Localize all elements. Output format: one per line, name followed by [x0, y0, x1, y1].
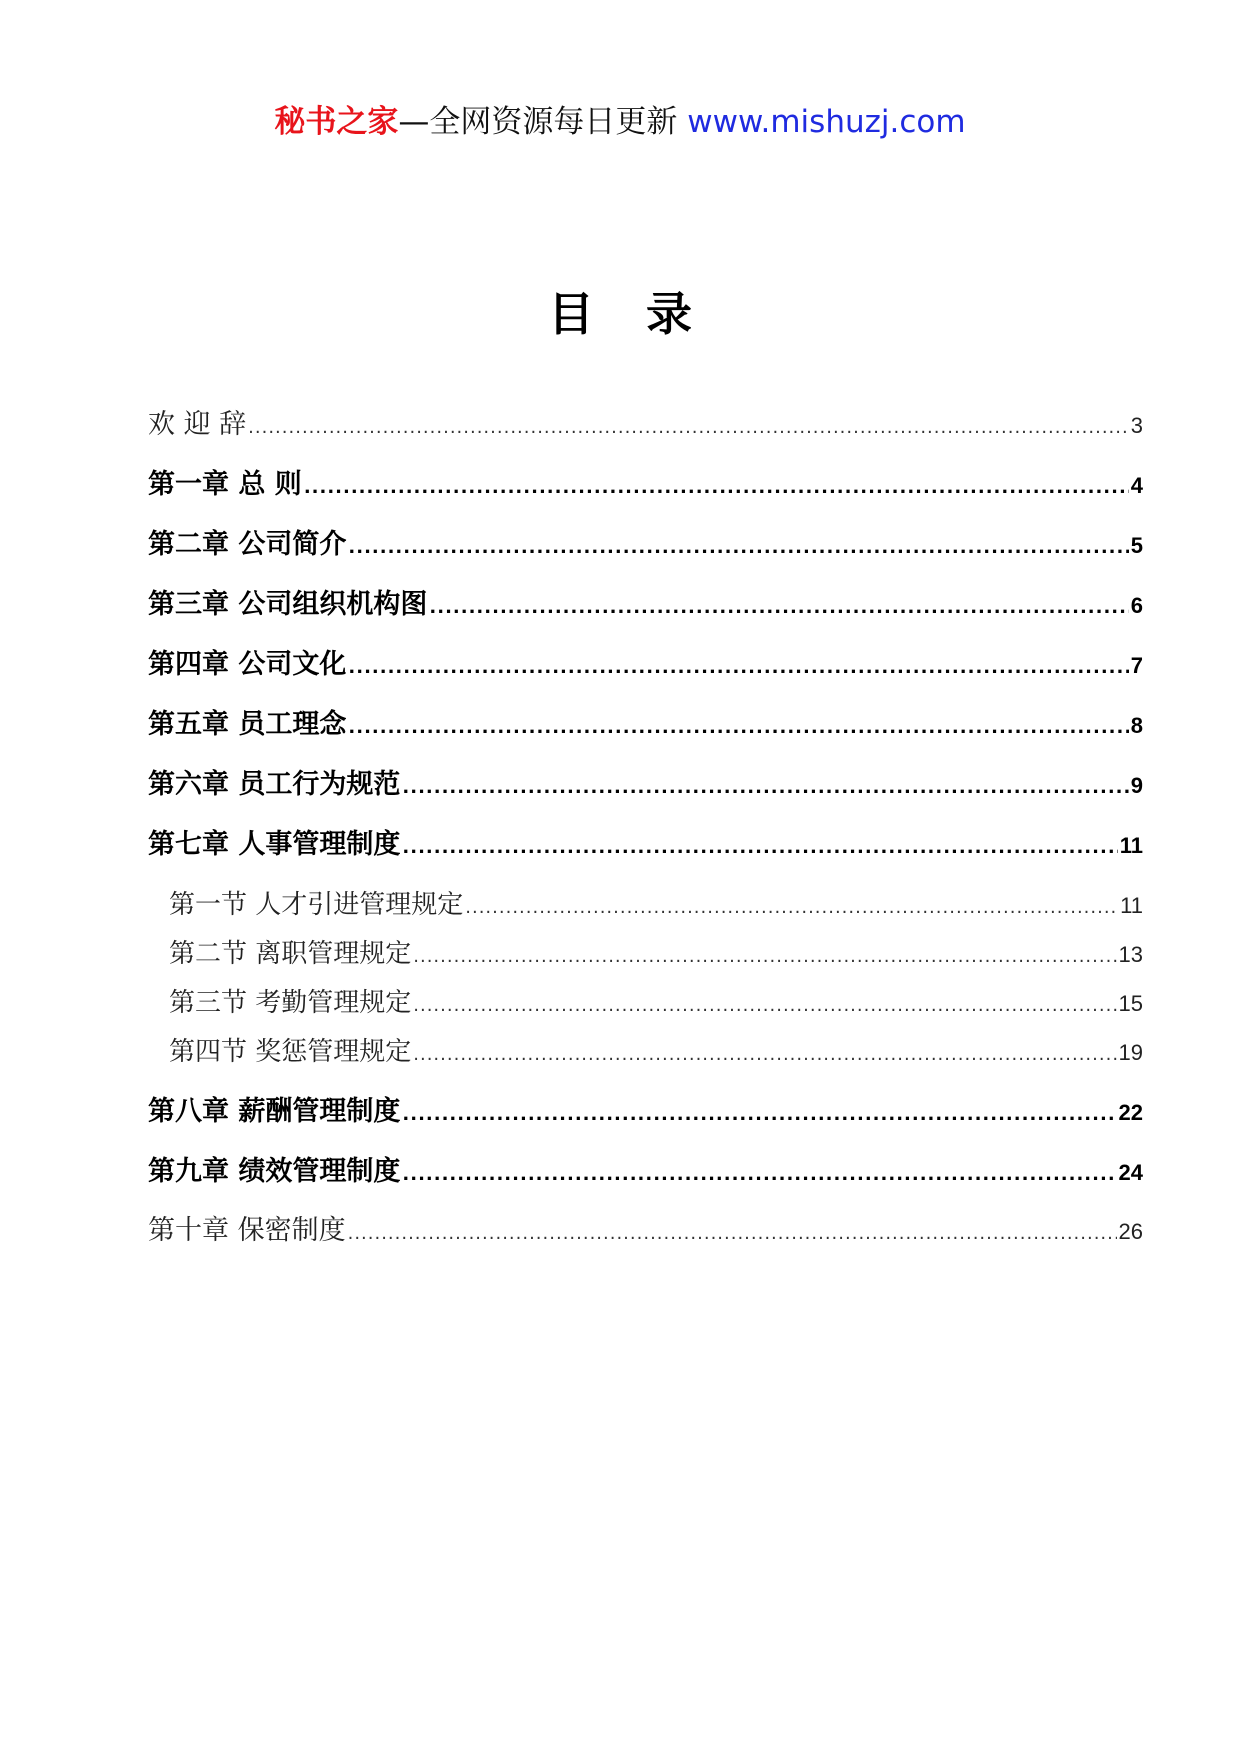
toc-leader-dots [402, 825, 1117, 868]
toc-entry-label: 第九章 绩效管理制度 [148, 1156, 401, 1187]
toc-entry-label: 第五章 员工理念 [148, 709, 347, 740]
brand-name: 秘书之家 [274, 104, 399, 140]
toc-leader-dots [348, 705, 1128, 748]
toc-entry-label: 第四章 公司文化 [148, 649, 347, 680]
toc-entry-chapter-1[interactable] [148, 465, 1143, 505]
toc-entry-chapter-2[interactable] [148, 525, 1143, 565]
toc-page-number: 15 [1118, 991, 1143, 1016]
site-header [0, 100, 1240, 144]
toc-entry-chapter-3[interactable] [148, 585, 1143, 625]
toc-page-number: 19 [1118, 1040, 1143, 1065]
header-tagline: —全网资源每日更新 [398, 104, 678, 140]
toc-page-number: 24 [1118, 1160, 1143, 1185]
toc-entry-label: 第三节 考勤管理规定 [169, 988, 412, 1018]
toc-entry-label: 第十章 保密制度 [148, 1215, 346, 1246]
toc-page-number: 4 [1130, 473, 1143, 498]
page-title: 目录 [548, 287, 744, 341]
site-url-link[interactable]: www.mishuzj.com [687, 104, 966, 140]
toc-leader-dots [413, 934, 1116, 977]
toc-entry-label: 欢 迎 辞 [148, 409, 247, 440]
toc-leader-dots [413, 983, 1116, 1026]
toc-page-number: 5 [1130, 533, 1143, 558]
toc-entry-chapter-5[interactable] [148, 705, 1143, 745]
toc-entry-welcome[interactable] [148, 405, 1143, 445]
toc-page-number: 22 [1118, 1100, 1143, 1125]
toc-page-number: 3 [1130, 413, 1143, 438]
toc-page-number: 6 [1130, 593, 1143, 618]
toc-page-number: 11 [1120, 893, 1143, 918]
toc-entry-chapter-10[interactable] [148, 1211, 1143, 1251]
toc-page-number: 13 [1118, 942, 1143, 967]
toc-leader-dots [248, 405, 1129, 448]
toc-entry-label: 第四节 奖惩管理规定 [169, 1037, 412, 1067]
toc-entry-chapter-6[interactable] [148, 765, 1143, 805]
toc-entry-section-1[interactable] [169, 885, 1143, 925]
toc-leader-dots [465, 885, 1118, 928]
toc-entry-label: 第三章 公司组织机构图 [148, 589, 428, 620]
toc-leader-dots [304, 465, 1129, 508]
toc-entry-chapter-4[interactable] [148, 645, 1143, 685]
toc-page-number: 26 [1118, 1219, 1143, 1244]
toc-leader-dots [402, 1092, 1116, 1135]
toc-entry-chapter-8[interactable] [148, 1092, 1143, 1132]
toc-page-number: 8 [1130, 713, 1143, 738]
toc-page-number: 11 [1119, 833, 1143, 858]
toc-leader-dots [348, 645, 1128, 688]
toc-leader-dots [348, 525, 1128, 568]
toc-entry-chapter-7[interactable] [148, 825, 1143, 865]
toc-leader-dots [402, 765, 1128, 808]
toc-entry-label: 第六章 员工行为规范 [148, 769, 401, 800]
toc-entry-section-2[interactable] [169, 934, 1143, 974]
toc-entry-section-3[interactable] [169, 983, 1143, 1023]
toc-entry-label: 第二节 离职管理规定 [169, 939, 412, 969]
toc-page-number: 9 [1130, 773, 1143, 798]
toc-leader-dots [413, 1032, 1116, 1075]
toc-page-number: 7 [1130, 653, 1143, 678]
toc-entry-label: 第一章 总 则 [148, 469, 302, 500]
toc-entry-label: 第二章 公司简介 [148, 529, 347, 560]
toc-entry-label: 第七章 人事管理制度 [148, 829, 401, 860]
toc-entry-chapter-9[interactable] [148, 1152, 1143, 1192]
toc-entry-label: 第八章 薪酬管理制度 [148, 1096, 401, 1127]
toc-leader-dots [348, 1211, 1117, 1254]
toc-leader-dots [402, 1152, 1116, 1195]
toc-leader-dots [429, 585, 1128, 628]
toc-entry-label: 第一节 人才引进管理规定 [169, 890, 464, 920]
toc-entry-section-4[interactable] [169, 1032, 1143, 1072]
